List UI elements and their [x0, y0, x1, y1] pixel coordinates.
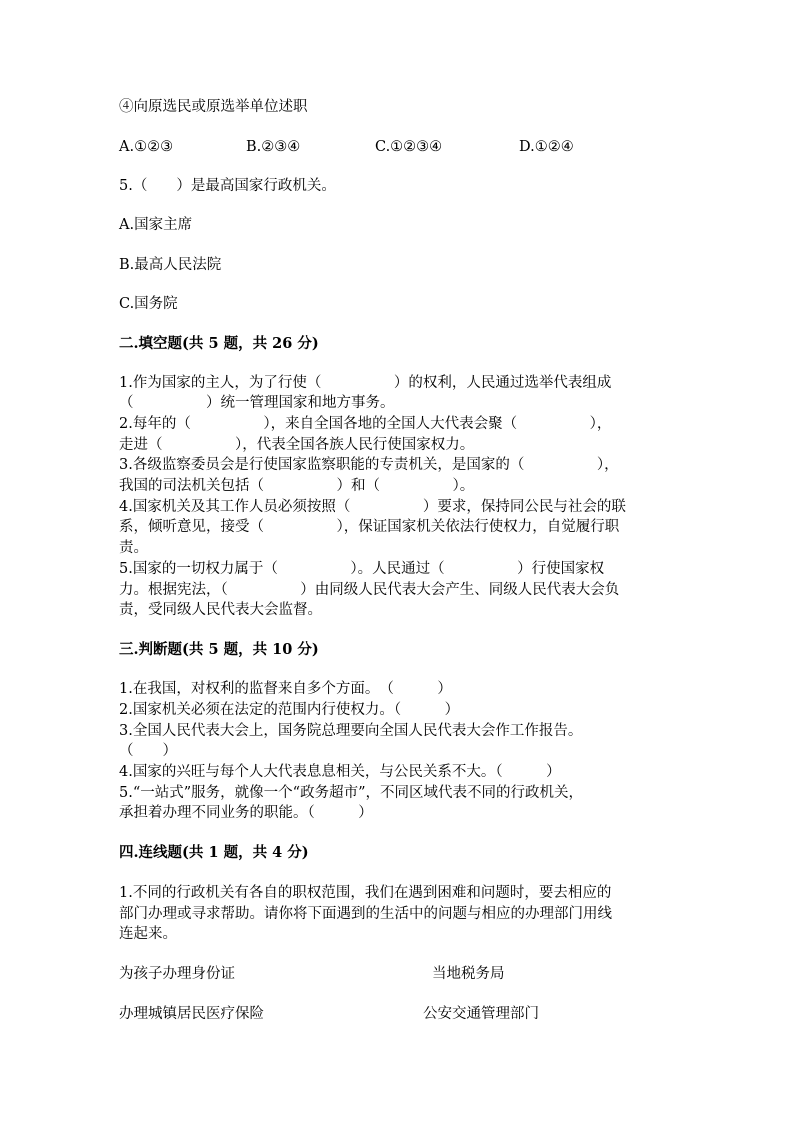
section-title-judgment: 三.判断题(共 5 题，共 10 分): [119, 641, 319, 658]
matching-right-item: 公安交通管理部门: [423, 1006, 539, 1022]
matching-right-item: 当地税务局: [432, 966, 505, 982]
q5-option-c: C.国务院: [119, 296, 178, 312]
q5-option-a: A.国家主席: [119, 217, 193, 233]
section-title-matching: 四.连线题(共 1 题，共 4 分): [119, 844, 309, 861]
matching-left-item: 为孩子办理身份证: [119, 966, 235, 982]
judgment-line: （ ）: [119, 743, 177, 759]
fill-line: 4.国家机关及其工作人员必须按照（ ）要求，保持同公民与社会的联: [119, 499, 626, 515]
q4-item4: ④向原选民或原选举单位述职: [119, 99, 308, 115]
q4-option-a: A.①②③: [119, 139, 174, 155]
q4-option-b: B.②③④: [246, 139, 301, 155]
judgment-line: 1.在我国，对权利的监督来自多个方面。 （ ）: [119, 681, 452, 697]
q4-option-c: C.①②③④: [375, 139, 443, 155]
matching-left-item: 办理城镇居民医疗保险: [119, 1006, 264, 1022]
fill-line: （ ）统一管理国家和地方事务。: [119, 395, 395, 411]
fill-line: 5.国家的一切权力属于（ ）。人民通过（ ）行使国家权: [119, 561, 605, 577]
fill-line: 1.作为国家的主人，为了行使（ ）的权利，人民通过选举代表组成: [119, 375, 612, 391]
fill-line: 3.各级监察委员会是行使国家监察职能的专责机关，是国家的（ ），: [119, 457, 619, 473]
section-title-fill-in: 二.填空题(共 5 题，共 26 分): [119, 335, 319, 352]
fill-line: 我国的司法机关包括（ ）和（ ）。: [119, 478, 475, 494]
fill-line: 系，倾听意见，接受（ ），保证国家机关依法行使权力，自觉履行职: [119, 519, 620, 535]
judgment-line: 4.国家的兴旺与每个人大代表息息相关，与公民关系不大。（ ）: [119, 764, 561, 780]
matching-line: 1.不同的行政机关有各自的职权范围，我们在遇到困难和问题时，要去相应的: [119, 885, 612, 901]
q4-option-d: D.①②④: [519, 139, 574, 155]
q5-stem: 5.（ ）是最高国家行政机关。: [119, 178, 336, 194]
fill-line: 责，受同级人民代表大会监督。: [119, 602, 322, 618]
fill-line: 走进（ ），代表全国各族人民行使国家权力。: [119, 437, 475, 453]
fill-line: 责。: [119, 540, 148, 556]
judgment-line: 3.全国人民代表大会上，国务院总理要向全国人民代表大会作工作报告。: [119, 723, 583, 739]
fill-line: 力。根据宪法，（ ）由同级人民代表大会产生、同级人民代表大会负: [119, 582, 620, 598]
judgment-line: 2.国家机关必须在法定的范围内行使权力。（ ）: [119, 702, 460, 718]
judgment-line: 5.“一站式”服务，就像一个“政务超市”，不同区域代表不同的行政机关，: [119, 785, 583, 801]
matching-line: 连起来。: [119, 926, 177, 942]
q5-option-b: B.最高人民法院: [119, 257, 222, 273]
judgment-line: 承担着办理不同业务的职能。（ ）: [119, 805, 373, 821]
fill-line: 2.每年的（ ），来自全国各地的全国人大代表会聚（ ），: [119, 416, 612, 432]
matching-line: 部门办理或寻求帮助。请你将下面遇到的生活中的问题与相应的办理部门用线: [119, 906, 612, 922]
